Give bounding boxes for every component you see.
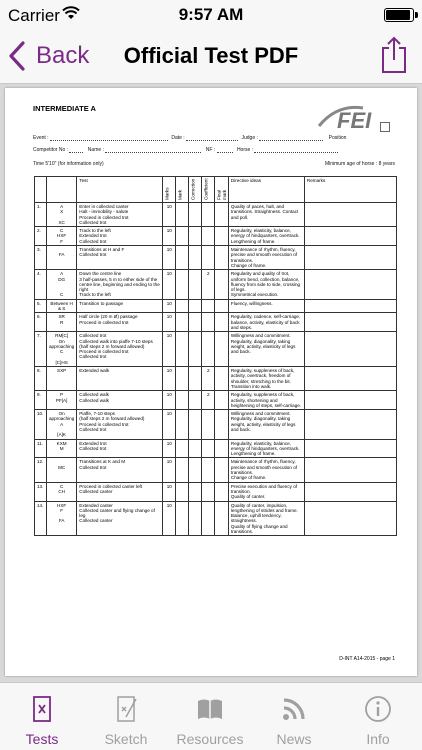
row-final-mark[interactable] bbox=[215, 299, 229, 313]
row-test: Down the centre line 3 half-passes, 5 m to either side of the centre line, beginning and ending to the right Track to the left bbox=[77, 270, 163, 299]
competitor-label: Competitor No : bbox=[33, 147, 69, 153]
row-coefficient bbox=[202, 246, 215, 270]
row-coefficient bbox=[202, 439, 215, 458]
header-mark: Mark bbox=[176, 177, 189, 203]
row-remarks[interactable] bbox=[304, 458, 396, 482]
tab-info[interactable] bbox=[336, 683, 420, 750]
tab-label: Sketch bbox=[104, 731, 148, 747]
tab-label: Tests bbox=[25, 731, 59, 747]
row-marks: 10 bbox=[163, 227, 176, 246]
row-points: A X XC bbox=[47, 203, 77, 227]
row-final-mark[interactable] bbox=[215, 270, 229, 299]
tab-label: News bbox=[276, 731, 312, 747]
row-marks: 10 bbox=[163, 391, 176, 410]
row-remarks[interactable] bbox=[304, 367, 396, 391]
row-marks: 10 bbox=[163, 270, 176, 299]
row-number: 10. bbox=[35, 410, 47, 439]
row-number: 6. bbox=[35, 313, 47, 332]
test-heading: INTERMEDIATE A bbox=[33, 104, 96, 113]
row-marks: 10 bbox=[163, 482, 176, 501]
row-final-mark[interactable] bbox=[215, 313, 229, 332]
row-directive: Willingness and commitment. Regularity, diagonality, taking weight, activity, elasticity of legs and back. bbox=[228, 410, 304, 439]
table-row bbox=[35, 246, 397, 270]
table-row bbox=[35, 299, 397, 313]
table-row bbox=[35, 270, 397, 299]
row-points: Between H & S bbox=[47, 299, 77, 313]
row-directive: Regularity, suppleness of back, activity, shortening and heightening of steps, self-carriage. bbox=[228, 391, 304, 410]
row-mark[interactable] bbox=[176, 246, 189, 270]
judge-field[interactable] bbox=[259, 136, 323, 141]
row-coefficient: 2 bbox=[202, 270, 215, 299]
row-number: 4. bbox=[35, 270, 47, 299]
row-correction[interactable] bbox=[189, 482, 202, 501]
row-correction[interactable] bbox=[189, 410, 202, 439]
share-icon[interactable] bbox=[380, 36, 408, 74]
row-remarks[interactable] bbox=[304, 313, 396, 332]
row-mark[interactable] bbox=[176, 391, 189, 410]
row-coefficient bbox=[202, 458, 215, 482]
score-sheet-body bbox=[35, 203, 397, 536]
row-correction[interactable] bbox=[189, 391, 202, 410]
position-label: Position bbox=[328, 135, 347, 141]
row-marks: 10 bbox=[163, 458, 176, 482]
judge-label: Judge : bbox=[241, 135, 258, 141]
row-mark[interactable] bbox=[176, 501, 189, 536]
row-test: Extended canter Collected canter and flying change of leg Collected canter bbox=[77, 501, 163, 536]
navigation-bar bbox=[0, 30, 422, 84]
header-remarks: Remarks bbox=[304, 177, 396, 203]
row-marks: 10 bbox=[163, 313, 176, 332]
time-note: Time 5'10" (for information only) bbox=[33, 161, 104, 167]
competitor-line bbox=[33, 147, 338, 153]
row-number: 3. bbox=[35, 246, 47, 270]
row-correction[interactable] bbox=[189, 246, 202, 270]
page-footer: D-INT A14-2015 - page 1 bbox=[339, 656, 395, 662]
row-marks: 10 bbox=[163, 367, 176, 391]
table-row bbox=[35, 501, 397, 536]
row-coefficient bbox=[202, 203, 215, 227]
row-points: SR R bbox=[47, 313, 77, 332]
row-points: HXF F FA bbox=[47, 501, 77, 536]
row-coefficient bbox=[202, 482, 215, 501]
row-test: Collected walk Collected walk bbox=[77, 391, 163, 410]
table-row bbox=[35, 203, 397, 227]
row-final-mark[interactable] bbox=[215, 203, 229, 227]
row-correction[interactable] bbox=[189, 313, 202, 332]
row-mark[interactable] bbox=[176, 332, 189, 367]
row-points: FA bbox=[47, 246, 77, 270]
row-directive: Maintenance of rhythm, fluency, precise and smooth execution of transitions. Change of frame. bbox=[228, 246, 304, 270]
competitor-field[interactable] bbox=[69, 148, 83, 153]
age-note: Minimum age of horse : 8 years bbox=[324, 161, 395, 167]
table-row bbox=[35, 458, 397, 482]
nf-label: NF : bbox=[205, 147, 216, 153]
row-remarks[interactable] bbox=[304, 410, 396, 439]
row-remarks[interactable] bbox=[304, 501, 396, 536]
position-checkbox[interactable] bbox=[380, 122, 390, 132]
row-marks: 10 bbox=[163, 501, 176, 536]
row-coefficient: 2 bbox=[202, 367, 215, 391]
row-points: On approaching A [A]K bbox=[47, 410, 77, 439]
carrier-label: Carrier bbox=[8, 6, 60, 25]
header-coefficient: Coefficient bbox=[202, 177, 215, 203]
row-number: 7. bbox=[35, 332, 47, 367]
nf-field[interactable] bbox=[217, 148, 233, 153]
table-row bbox=[35, 410, 397, 439]
row-remarks[interactable] bbox=[304, 246, 396, 270]
row-number: 11. bbox=[35, 439, 47, 458]
row-directive: Regularity, elasticity, balance, energy of hindquarters, overtrack. Lengthening of frame. bbox=[228, 227, 304, 246]
row-coefficient bbox=[202, 299, 215, 313]
tab-sketch[interactable] bbox=[84, 683, 168, 750]
row-mark[interactable] bbox=[176, 458, 189, 482]
row-marks: 10 bbox=[163, 410, 176, 439]
table-row bbox=[35, 391, 397, 410]
row-mark[interactable] bbox=[176, 439, 189, 458]
pdf-viewer[interactable] bbox=[0, 84, 422, 682]
row-number: 12. bbox=[35, 458, 47, 482]
row-points: P PF[A] bbox=[47, 391, 77, 410]
row-number: 9. bbox=[35, 391, 47, 410]
row-test: Transitions at K and M Collected trot bbox=[77, 458, 163, 482]
horse-label: Horse : bbox=[236, 147, 254, 153]
svg-text:FEI: FEI bbox=[337, 108, 372, 132]
row-final-mark[interactable] bbox=[215, 246, 229, 270]
horse-field[interactable] bbox=[254, 148, 338, 153]
row-mark[interactable] bbox=[176, 410, 189, 439]
row-directive: Quality of paces, halt, and transitions. Straightness. Contact and poll. bbox=[228, 203, 304, 227]
header-final-mark: Final mark bbox=[215, 177, 229, 203]
row-directive: Maintenance of rhythm, fluency, precise and smooth execution of transitions. Change of frame. bbox=[228, 458, 304, 482]
tab-resources[interactable] bbox=[168, 683, 252, 750]
row-final-mark[interactable] bbox=[215, 227, 229, 246]
row-points: MC bbox=[47, 458, 77, 482]
row-test: Transitions at H and F Collected trot bbox=[77, 246, 163, 270]
row-points: C HXF F bbox=[47, 227, 77, 246]
row-marks: 10 bbox=[163, 203, 176, 227]
row-marks: 10 bbox=[163, 439, 176, 458]
back-label: Back bbox=[36, 42, 90, 69]
row-correction[interactable] bbox=[189, 458, 202, 482]
row-test: Enter in collected canter Halt - immobility - salute Proceed in collected trot Collected trot bbox=[77, 203, 163, 227]
row-directive: Regularity, cadence, self-carriage, balance, activity, elasticity of back and steps. bbox=[228, 313, 304, 332]
row-number: 13. bbox=[35, 482, 47, 501]
row-directive: Quality of canter, impulsion, lengthening of strides and frame. Balance, uphill tendency, straightness. Quality of flying change and transitions. bbox=[228, 501, 304, 536]
row-number: 5. bbox=[35, 299, 47, 313]
row-mark[interactable] bbox=[176, 299, 189, 313]
tab-news[interactable] bbox=[252, 683, 336, 750]
row-number: 14. bbox=[35, 501, 47, 536]
row-final-mark[interactable] bbox=[215, 439, 229, 458]
name-field[interactable] bbox=[105, 148, 201, 153]
row-test: Collected trot Collected walk into piaffe 7-10 steps (half steps 2 m forward allowed) Proceed in collected trot Collected trot bbox=[77, 332, 163, 367]
row-remarks[interactable] bbox=[304, 299, 396, 313]
row-test: Track to the left Extended trot Collected trot bbox=[77, 227, 163, 246]
battery-icon bbox=[384, 8, 414, 22]
status-bar bbox=[0, 0, 422, 30]
row-correction[interactable] bbox=[189, 270, 202, 299]
table-header-row bbox=[35, 177, 397, 203]
table-row bbox=[35, 439, 397, 458]
row-remarks[interactable] bbox=[304, 482, 396, 501]
row-final-mark[interactable] bbox=[215, 482, 229, 501]
row-coefficient bbox=[202, 332, 215, 367]
row-coefficient bbox=[202, 410, 215, 439]
book-icon bbox=[196, 695, 224, 723]
row-test: Proceed in collected canter left Collected canter bbox=[77, 482, 163, 501]
row-points: A DG C bbox=[47, 270, 77, 299]
tab-tests[interactable] bbox=[0, 683, 84, 750]
tab-bar bbox=[0, 682, 422, 750]
row-coefficient bbox=[202, 313, 215, 332]
row-marks: 10 bbox=[163, 299, 176, 313]
test-sheet-icon bbox=[28, 695, 56, 723]
rss-icon bbox=[280, 695, 308, 723]
row-points: RM[C] On approaching C [C]HS bbox=[47, 332, 77, 367]
table-row bbox=[35, 332, 397, 367]
row-remarks[interactable] bbox=[304, 439, 396, 458]
sketch-icon bbox=[112, 695, 140, 723]
row-points: SXP bbox=[47, 367, 77, 391]
header-number bbox=[35, 177, 47, 203]
row-mark[interactable] bbox=[176, 367, 189, 391]
row-mark[interactable] bbox=[176, 270, 189, 299]
row-final-mark[interactable] bbox=[215, 501, 229, 536]
date-label: Date : bbox=[171, 135, 185, 141]
score-sheet-table bbox=[34, 176, 397, 536]
header-test: Test bbox=[77, 177, 163, 203]
row-mark[interactable] bbox=[176, 313, 189, 332]
row-number: 2. bbox=[35, 227, 47, 246]
row-coefficient bbox=[202, 501, 215, 536]
row-mark[interactable] bbox=[176, 203, 189, 227]
date-field[interactable] bbox=[186, 136, 238, 141]
row-marks: 10 bbox=[163, 246, 176, 270]
row-coefficient: 2 bbox=[202, 391, 215, 410]
tab-label: Info bbox=[366, 731, 390, 747]
row-mark[interactable] bbox=[176, 482, 189, 501]
row-final-mark[interactable] bbox=[215, 332, 229, 367]
row-points: KXM M bbox=[47, 439, 77, 458]
row-test: Extended trot Collected trot bbox=[77, 439, 163, 458]
row-correction[interactable] bbox=[189, 203, 202, 227]
table-row bbox=[35, 313, 397, 332]
row-directive: Regularity and quality of trot, uniform bend, collection, balance, fluency from side to side, crossing of legs. Symmetrical execution. bbox=[228, 270, 304, 299]
row-remarks[interactable] bbox=[304, 270, 396, 299]
clock: 9:57 AM bbox=[178, 5, 244, 24]
header-correction: Correction bbox=[189, 177, 202, 203]
name-label: Name : bbox=[87, 147, 104, 153]
row-correction[interactable] bbox=[189, 299, 202, 313]
info-icon bbox=[364, 695, 392, 723]
row-remarks[interactable] bbox=[304, 332, 396, 367]
row-mark[interactable] bbox=[176, 227, 189, 246]
page-title: Official Test PDF bbox=[123, 43, 299, 68]
row-coefficient bbox=[202, 227, 215, 246]
header-directive: Directive ideas bbox=[228, 177, 304, 203]
event-label: Event : bbox=[33, 135, 49, 141]
event-line bbox=[33, 135, 346, 141]
tab-label: Resources bbox=[176, 731, 244, 747]
row-correction[interactable] bbox=[189, 332, 202, 367]
table-row bbox=[35, 482, 397, 501]
row-directive: Regularity, elasticity, balance, energy of hindquarters, overtrack. Lengthening of frame. bbox=[228, 439, 304, 458]
row-number: 8. bbox=[35, 367, 47, 391]
row-test: Half circle (20 m Ø) passage Proceed in collected trot bbox=[77, 313, 163, 332]
row-test: Transition to passage bbox=[77, 299, 163, 313]
table-row bbox=[35, 227, 397, 246]
row-directive: Regularity, suppleness of back, activity, overtrack, freedom of shoulder, stretching to the bit. Transition into walk. bbox=[228, 367, 304, 391]
battery-level bbox=[386, 10, 410, 20]
row-marks: 10 bbox=[163, 332, 176, 367]
row-correction[interactable] bbox=[189, 501, 202, 536]
row-points: C CH bbox=[47, 482, 77, 501]
row-correction[interactable] bbox=[189, 439, 202, 458]
row-test: Extended walk bbox=[77, 367, 163, 391]
row-remarks[interactable] bbox=[304, 203, 396, 227]
row-directive: Fluency, willingness. bbox=[228, 299, 304, 313]
row-number: 1. bbox=[35, 203, 47, 227]
row-correction[interactable] bbox=[189, 367, 202, 391]
row-correction[interactable] bbox=[189, 227, 202, 246]
row-final-mark[interactable] bbox=[215, 367, 229, 391]
event-field[interactable] bbox=[50, 136, 168, 141]
header-marks: Marks bbox=[163, 177, 176, 203]
row-remarks[interactable] bbox=[304, 391, 396, 410]
table-row bbox=[35, 367, 397, 391]
row-directive: Willingness and commitment. Regularity, diagonality, taking weight, activity, elasticity of legs and back. bbox=[228, 332, 304, 367]
row-test: Piaffe, 7-10 steps (half steps 2 m forward allowed) Proceed in collected trot Collected trot bbox=[77, 410, 163, 439]
pdf-page bbox=[5, 88, 417, 676]
row-directive: Precise execution and fluency of transition. Quality of canter. bbox=[228, 482, 304, 501]
row-final-mark[interactable] bbox=[215, 391, 229, 410]
row-final-mark[interactable] bbox=[215, 410, 229, 439]
row-remarks[interactable] bbox=[304, 227, 396, 246]
header-points bbox=[47, 177, 77, 203]
row-final-mark[interactable] bbox=[215, 458, 229, 482]
